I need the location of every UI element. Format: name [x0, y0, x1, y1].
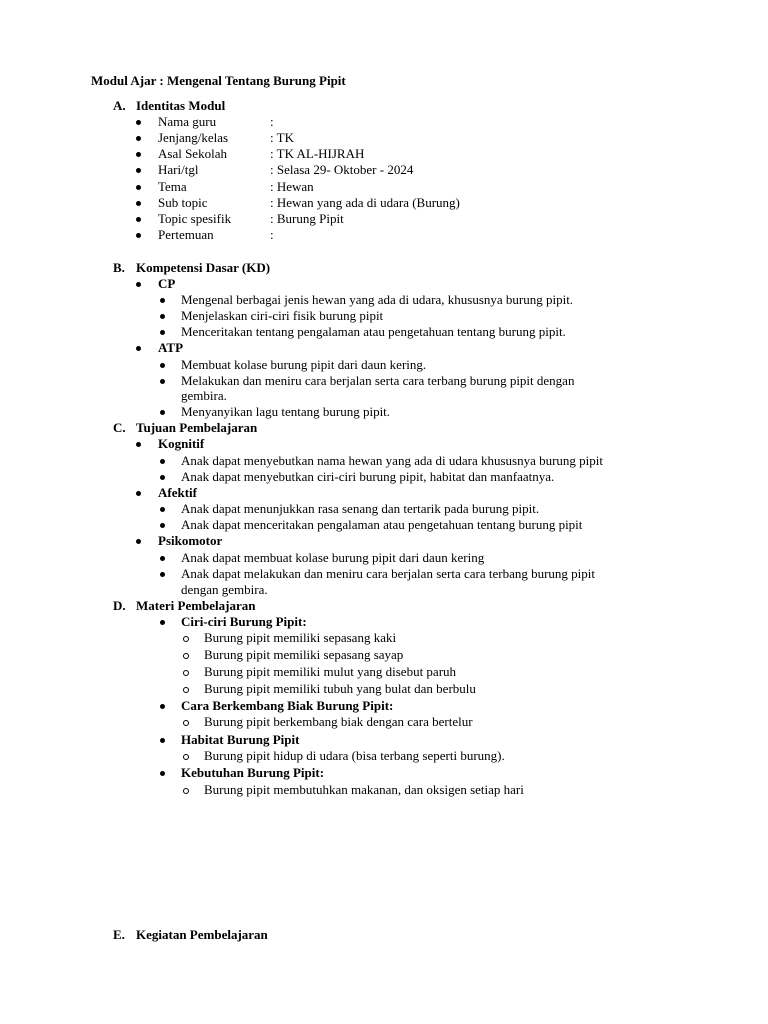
kognitif-heading: Kognitif [158, 436, 205, 451]
bullet-icon [160, 704, 165, 709]
section-a-heading: Identitas Modul [136, 98, 226, 113]
list-item-continuation: dengan gembira. [181, 582, 268, 597]
section-d-heading: Materi Pembelajaran [136, 598, 256, 613]
bullet-icon [160, 771, 165, 776]
list-item: Anak dapat menyebutkan ciri-ciri burung pipit, habitat dan manfaatnya. [181, 469, 555, 484]
list-item: Anak dapat menyebutkan nama hewan yang ada di udara khususnya burung pipit [181, 453, 604, 468]
identity-label: Topic spesifik [158, 211, 232, 226]
bullet-icon [136, 152, 141, 157]
list-item: Melakukan dan meniru cara berjalan serta cara terbang burung pipit dengan [181, 373, 575, 388]
afektif-heading: Afektif [158, 485, 197, 500]
psikomotor-heading: Psikomotor [158, 533, 223, 548]
bullet-icon [136, 168, 141, 173]
section-e-letter: E. [113, 927, 125, 942]
list-item: Mengenal berbagai jenis hewan yang ada di udara, khususnya burung pipit. [181, 292, 574, 307]
section-c-heading: Tujuan Pembelajaran [136, 420, 258, 435]
list-item: Burung pipit memiliki sepasang sayap [204, 647, 404, 662]
list-item: Menyanyikan lagu tentang burung pipit. [181, 404, 391, 419]
list-item: Burung pipit berkembang biak dengan cara bertelur [204, 714, 473, 729]
section-b-letter: B. [113, 260, 125, 275]
circle-bullet-icon [183, 636, 189, 642]
bullet-icon [136, 539, 141, 544]
identity-label: Jenjang/kelas [158, 130, 229, 145]
bullet-icon [160, 738, 165, 743]
list-item: Burung pipit memiliki sepasang kaki [204, 630, 397, 645]
circle-bullet-icon [183, 754, 189, 760]
circle-bullet-icon [183, 788, 189, 794]
circle-bullet-icon [183, 687, 189, 693]
identity-value: : [270, 227, 274, 242]
bullet-icon [160, 363, 165, 368]
bullet-icon [160, 507, 165, 512]
section-d-letter: D. [113, 598, 126, 613]
bullet-icon [160, 523, 165, 528]
list-item: Anak dapat menunjukkan rasa senang dan tertarik pada burung pipit. [181, 501, 540, 516]
list-item: Anak dapat menceritakan pengalaman atau pengetahuan tentang burung pipit [181, 517, 583, 532]
section-a-letter: A. [113, 98, 126, 113]
identity-label: Sub topic [158, 195, 208, 210]
bullet-icon [136, 201, 141, 206]
list-item: Anak dapat membuat kolase burung pipit dari daun kering [181, 550, 485, 565]
bullet-icon [160, 298, 165, 303]
list-item: Burung pipit membutuhkan makanan, dan oksigen setiap hari [204, 782, 524, 797]
document-title: Modul Ajar : Mengenal Tentang Burung Pipit [91, 73, 346, 88]
list-item: Menceritakan tentang pengalaman atau pengetahuan tentang burung pipit. [181, 324, 566, 339]
bullet-icon [160, 556, 165, 561]
identity-value: : Selasa 29- Oktober - 2024 [270, 162, 414, 177]
circle-bullet-icon [183, 670, 189, 676]
atp-heading: ATP [158, 340, 184, 355]
bullet-icon [136, 282, 141, 287]
bullet-icon [136, 442, 141, 447]
section-c-letter: C. [113, 420, 126, 435]
bullet-icon [136, 136, 141, 141]
bullet-icon [160, 572, 165, 577]
section-e-heading: Kegiatan Pembelajaran [136, 927, 268, 942]
bullet-icon [136, 185, 141, 190]
bullet-icon [160, 475, 165, 480]
bullet-icon [160, 459, 165, 464]
list-item-continuation: gembira. [181, 388, 227, 403]
bullet-icon [136, 346, 141, 351]
list-item: Membuat kolase burung pipit dari daun kering. [181, 357, 427, 372]
section-b-heading: Kompetensi Dasar (KD) [136, 260, 271, 275]
list-item: Burung pipit memiliki tubuh yang bulat dan berbulu [204, 681, 476, 696]
bullet-icon [136, 217, 141, 222]
bullet-icon [136, 120, 141, 125]
list-item: Menjelaskan ciri-ciri fisik burung pipit [181, 308, 384, 323]
circle-bullet-icon [183, 720, 189, 726]
identity-value: : Burung Pipit [270, 211, 344, 226]
bullet-icon [160, 379, 165, 384]
cp-heading: CP [158, 276, 176, 291]
kebutuhan-heading: Kebutuhan Burung Pipit: [181, 765, 325, 780]
list-item: Burung pipit memiliki mulut yang disebut paruh [204, 664, 457, 679]
list-item: Anak dapat melakukan dan meniru cara berjalan serta cara terbang burung pipit [181, 566, 596, 581]
identity-value: : Hewan [270, 179, 314, 194]
identity-value: : Hewan yang ada di udara (Burung) [270, 195, 460, 210]
identity-value: : TK [270, 130, 294, 145]
biak-heading: Cara Berkembang Biak Burung Pipit: [181, 698, 394, 713]
circle-bullet-icon [183, 653, 189, 659]
identity-value: : TK AL-HIJRAH [270, 146, 365, 161]
identity-value: : [270, 114, 274, 129]
bullet-icon [160, 314, 165, 319]
habitat-heading: Habitat Burung Pipit [181, 732, 300, 747]
identity-label: Pertemuan [158, 227, 214, 242]
bullet-icon [160, 620, 165, 625]
identity-label: Asal Sekolah [158, 146, 227, 161]
bullet-icon [136, 491, 141, 496]
identity-label: Hari/tgl [158, 162, 199, 177]
bullet-icon [136, 233, 141, 238]
identity-label: Nama guru [158, 114, 217, 129]
list-item: Burung pipit hidup di udara (bisa terbang seperti burung). [204, 748, 505, 763]
identity-label: Tema [158, 179, 187, 194]
bullet-icon [160, 330, 165, 335]
bullet-icon [160, 410, 165, 415]
ciri-heading: Ciri-ciri Burung Pipit: [181, 614, 307, 629]
